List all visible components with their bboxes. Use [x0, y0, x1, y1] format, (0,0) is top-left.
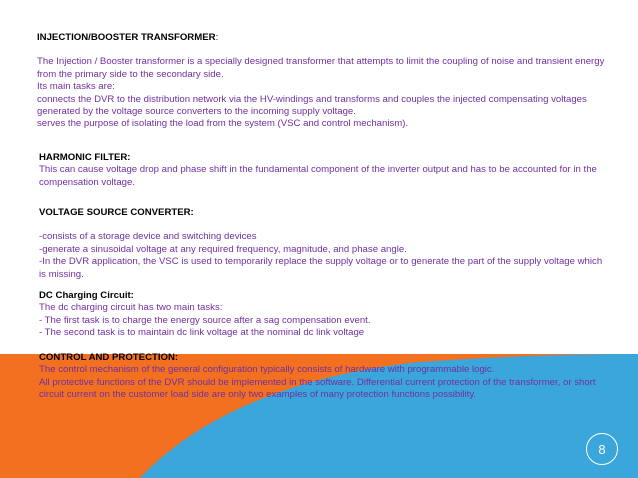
paragraph: serves the purpose of isolating the load from the system (VSC and control mechanism).: [37, 118, 409, 130]
section-heading: INJECTION/BOOSTER TRANSFORMER: [37, 32, 216, 43]
paragraph: This can cause voltage drop and phase shift in the fundamental component of the inverter output and has to be accounted for in the compensation voltage.: [39, 164, 597, 188]
section-control-protection: [39, 352, 605, 402]
paragraph: connects the DVR to the distribution network via the HV-windings and transforms and couples the injected compensating voltages generated by the voltage source converters to the incoming supply voltage.: [37, 93, 587, 118]
section-injection-transformer: [37, 32, 607, 131]
paragraph: The control mechanism of the general configuration typically consists of hardware with programmable logic.: [39, 364, 495, 376]
section-heading: CONTROL AND PROTECTION:: [39, 352, 179, 363]
list-item: -generate a sinusoidal voltage at any required frequency, magnitude, and phase angle.: [39, 243, 407, 255]
list-item: - The second task is to maintain dc link voltage at the nominal dc link voltage: [39, 327, 365, 339]
section-harmonic-filter: [39, 152, 601, 189]
paragraph: All protective functions of the DVR should be implemented in the software. Differential current protection of the transformer, or short circuit current on the customer load side are only two examples of many protection functions possibility.: [39, 376, 596, 401]
list-item: - The first task is to charge the energy source after a sag compensation event.: [39, 314, 371, 326]
section-heading: VOLTAGE SOURCE CONVERTER:: [39, 207, 194, 218]
section-voltage-source-converter: [39, 207, 605, 281]
page-number: 8: [598, 441, 606, 457]
paragraph: The Injection / Booster transformer is a specially designed transformer that attempts to limit the coupling of noise and transient energy from the primary side to the secondary side.: [37, 56, 605, 80]
section-heading: DC Charging Circuit:: [39, 290, 134, 301]
list-item: -consists of a storage device and switching devices: [39, 231, 257, 243]
section-heading: HARMONIC FILTER:: [39, 152, 131, 163]
section-dc-charging-circuit: [39, 290, 605, 340]
list-item: -In the DVR application, the VSC is used to temporarily replace the supply voltage or to generate the part of the supply voltage which is missing.: [39, 256, 603, 280]
paragraph: Its main tasks are:: [37, 81, 115, 93]
page-number-badge: [586, 433, 618, 465]
paragraph: The dc charging circuit has two main tasks:: [39, 302, 223, 314]
heading-colon: :: [215, 32, 219, 43]
